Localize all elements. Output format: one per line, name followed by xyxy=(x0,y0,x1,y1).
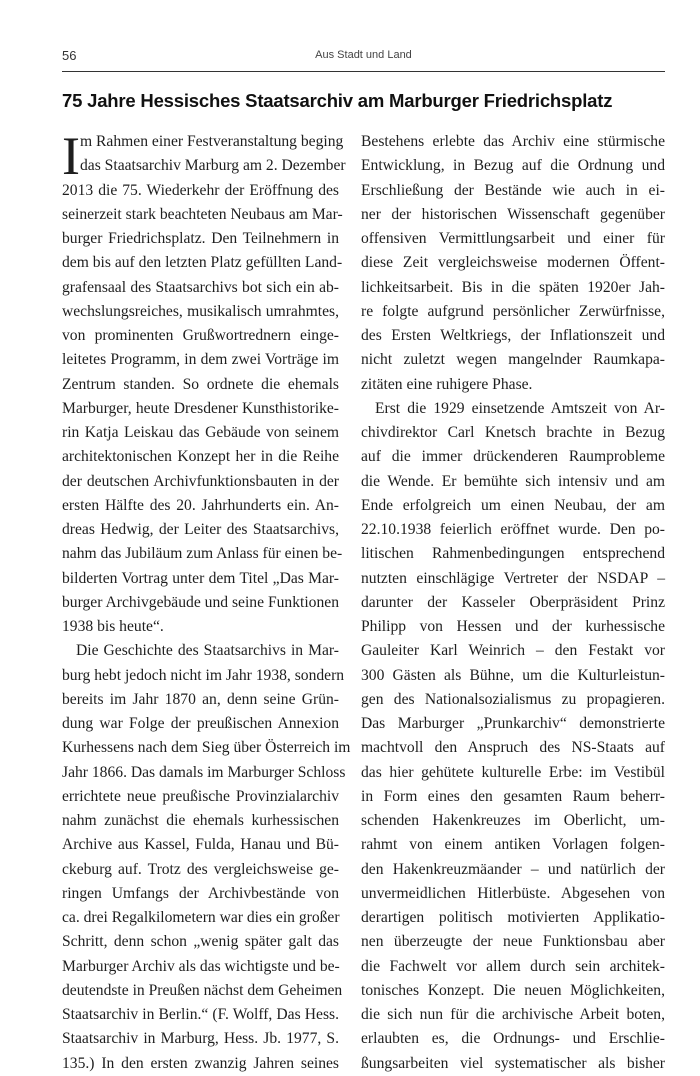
text-line: rin Katja Leiskau das Gebäude von seinem xyxy=(62,424,339,441)
left-column xyxy=(62,126,351,1076)
text-line: auf die immer drückenderen Raumprobleme xyxy=(361,448,665,466)
text-line: das hier gehütete kulturelle Erbe: im Vestibül xyxy=(361,763,665,781)
text-line: wechslungsreiches, musikalisch umrahmtes, xyxy=(62,302,339,320)
text-line: erlaubten es, die Ordnungs- und Erschlie- xyxy=(361,1030,665,1048)
text-line: Archive aus Kassel, Fulda, Hanau und Bü- xyxy=(62,836,339,854)
text-line: nicht zuletzt wegen mangelnder Raumkapa- xyxy=(361,351,665,369)
text-line: burg hebt jedoch nicht im Jahr 1938, sondern xyxy=(62,666,345,684)
text-line: der deutschen Archivfunktionsbauten in der xyxy=(62,472,339,490)
text-line: das Staatsarchiv Marburg am 2. Dezember xyxy=(80,157,346,175)
text-line: 22.10.1938 feierlich eröffnet wurde. Den po- xyxy=(361,521,665,538)
text-line: dung war Folge der preußischen Annexion xyxy=(62,715,339,732)
text-line: seinerzeit stark beachteten Neubaus am Mar- xyxy=(62,205,343,223)
page-number: 56 xyxy=(62,48,77,63)
text-line: Marburger Archiv als das wichtigste und be- xyxy=(62,957,340,975)
text-line: nahm das Jubiläum zum Anlass für einen be- xyxy=(62,545,343,563)
text-line: Staatsarchiv in Berlin.“ (F. Wolff, Das Hess. xyxy=(62,1006,339,1023)
text-line: Marburger, heute Dresdener Kunsthistorike- xyxy=(62,399,339,417)
text-line: 2013 die 75. Wiederkehr der Eröffnung des xyxy=(62,181,339,199)
text-line: offensiven Vermittlungsarbeit und einer für xyxy=(361,230,665,247)
text-line: derartigen politisch motivierten Applikatio- xyxy=(361,909,665,926)
text-line: nen überzeugte der neue Funktionsbau aber xyxy=(361,933,665,951)
text-line: Zentrum standen. So ordnete die ehemals xyxy=(62,375,339,393)
text-line: rahmt von einem antiken Vorlagen folgen- xyxy=(361,836,665,854)
text-line: leitetes Programm, in dem zwei Vorträge im xyxy=(62,351,339,369)
text-line: dreas Hedwig, der Leiter des Staatsarchivs, xyxy=(62,521,339,538)
text-line: Gauleiter Karl Weinrich – den Festakt vor xyxy=(361,642,665,660)
text-line: ckeburg auf. Trotz des vergleichsweise ge- xyxy=(62,860,339,878)
text-line: burger Archivgebäude und seine Funktionen xyxy=(62,593,339,611)
text-line: Schritt, denn schon „wenig später galt das xyxy=(62,933,339,951)
drop-cap: I xyxy=(62,126,80,186)
text-line: bereits im Jahr 1870 an, denn seine Grün- xyxy=(62,690,339,708)
text-line: Das Marburger „Prunkarchiv“ demonstrierte xyxy=(361,715,665,732)
text-line: Philipp von Hessen und der kurhessische xyxy=(361,618,665,635)
text-line: Die Geschichte des Staatsarchivs in Mar- xyxy=(76,642,339,660)
text-line: Kurhessens nach dem Sieg über Österreich im xyxy=(62,739,351,757)
text-line: grafensaal des Staatsarchivs bot sich ein ab- xyxy=(62,278,339,296)
text-line: unvermeidlichen Hitlerbüste. Abgesehen von xyxy=(361,884,665,902)
text-line: ringen Umfangs der Archivbestände von xyxy=(62,884,339,902)
text-line: Erst die 1929 einsetzende Amtszeit von Ar- xyxy=(375,399,665,417)
text-line: errichtete neue preußische Provinzialarchiv xyxy=(62,787,339,805)
text-line: Ende erfolgreich um einen Neubau, der am xyxy=(361,496,665,514)
text-line: des Ersten Weltkriegs, der Inflationszeit und xyxy=(361,327,665,344)
running-header xyxy=(62,48,665,66)
text-line: ner der historischen Wissenschaft gegenüber xyxy=(361,205,665,223)
text-line: architektonischen Konzept her in die Reihe xyxy=(62,448,339,466)
text-line: Entwicklung, in Bezug auf die Ordnung und xyxy=(361,157,665,175)
text-line: lichkeitsarbeit. Bis in die späten 1920er Jah- xyxy=(361,278,665,296)
text-line: tonisches Konzept. Die neuen Möglichkeiten, xyxy=(361,981,665,999)
text-line: darunter der Kasseler Oberpräsident Prinz xyxy=(361,593,665,611)
text-line: 300 Gästen als Bühne, um die Kulturleistun- xyxy=(361,666,665,684)
text-line: die sich nun für die archivische Arbeit boten, xyxy=(361,1006,665,1023)
text-line: den Hakenkreuzmäander – und natürlich der xyxy=(361,860,665,878)
text-line: von prominenten Grußwortrednern einge- xyxy=(62,327,339,344)
text-line: Staatsarchiv in Marburg, Hess. Jb. 1977, S. xyxy=(62,1030,339,1048)
text-line: die Fachwelt vor allem durch sein architek- xyxy=(361,957,665,975)
text-line: dem bis auf den letzten Platz gefüllten Land- xyxy=(62,254,343,272)
text-line: burger Friedrichsplatz. Den Teilnehmern in xyxy=(62,230,339,247)
text-line: Bestehens erlebte das Archiv eine stürmische xyxy=(361,133,665,150)
text-line: ca. drei Regalkilometern war dies ein großer xyxy=(62,909,340,926)
text-line: nahm zunächst die ehemals kurhessischen xyxy=(62,812,339,829)
right-column xyxy=(361,130,665,1076)
text-line: ßungsarbeiten viel systematischer als bisher xyxy=(361,1054,665,1072)
text-line: m Rahmen einer Festveranstaltung beging xyxy=(80,133,344,150)
text-line: 135.) In den ersten zwanzig Jahren seines xyxy=(62,1054,339,1072)
text-line: gen des Nationalsozialismus zu propagieren. xyxy=(361,690,665,708)
text-line: 1938 bis heute“. xyxy=(62,618,164,635)
text-line: nutzten einschlägige Vertreter der NSDAP – xyxy=(361,569,665,587)
text-line: machtvoll den Anspruch des NS-Staats auf xyxy=(361,739,665,757)
text-line: Erschließung der Bestände wie auch in ei- xyxy=(361,181,665,199)
text-line: zitäten eine ruhigere Phase. xyxy=(361,375,533,393)
running-title: Aus Stadt und Land xyxy=(315,49,412,61)
header-rule xyxy=(62,71,665,72)
text-line: bilderten Vortrag unter dem Titel „Das Mar- xyxy=(62,569,339,587)
text-line: re folgte aufgrund persönlicher Zerwürfnisse, xyxy=(361,302,665,320)
text-line: schenden Hakenkreuzes im Oberlicht, um- xyxy=(361,812,665,829)
article-title: 75 Jahre Hessisches Staatsarchiv am Marburger Friedrichsplatz xyxy=(62,90,613,111)
text-line: in Form eines den gesamten Raum beherr- xyxy=(361,787,665,805)
text-line: deutendste in Preußen nächst dem Geheimen xyxy=(62,981,343,999)
text-line: chivdirektor Carl Knetsch brachte in Bezug xyxy=(361,424,665,441)
text-line: litischen Rahmenbedingungen entsprechend xyxy=(361,545,665,563)
text-line: ersten Hälfte des 20. Jahrhunderts ein. An- xyxy=(62,496,339,514)
text-line: diese Zeit vergleichsweise modernen Öffent- xyxy=(361,254,665,272)
text-line: Jahr 1866. Das damals im Marburger Schloss xyxy=(62,763,346,781)
text-line: die Wende. Er bemühte sich intensiv und am xyxy=(361,472,665,490)
